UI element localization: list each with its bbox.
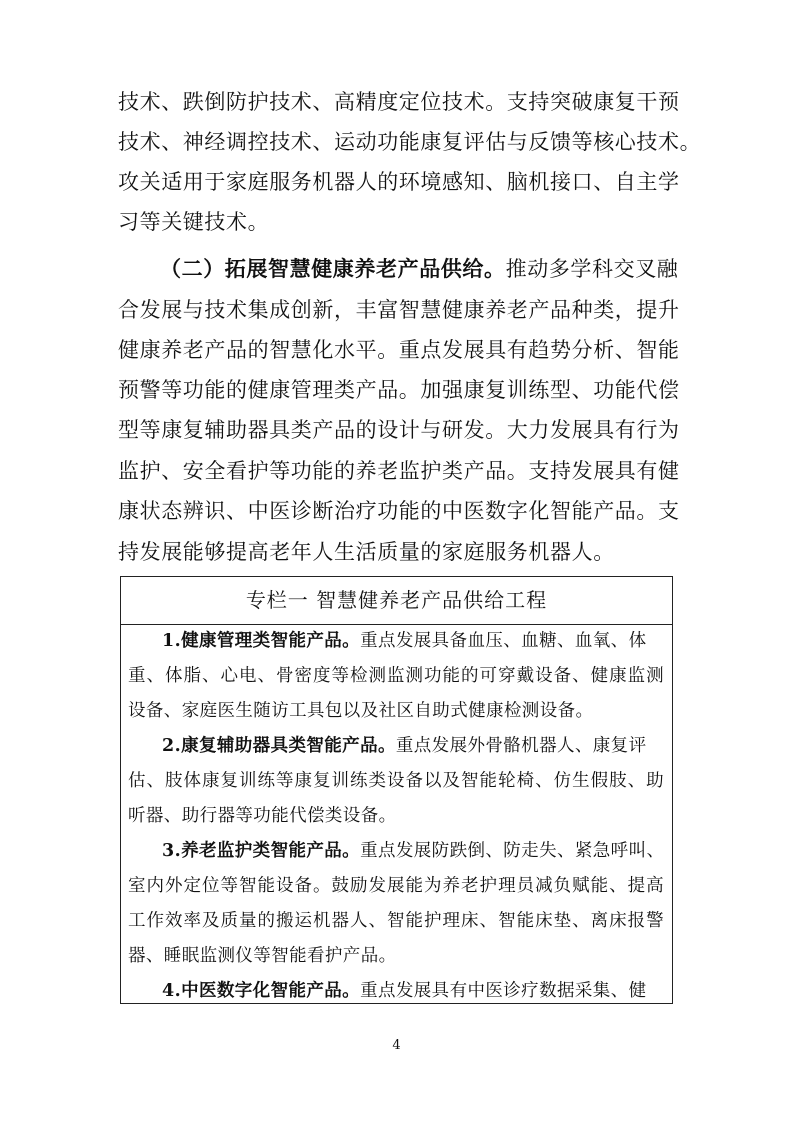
paragraph2-line-4: 预警等功能的健康管理类产品。加强康复训练型、功能代偿 [118,378,680,402]
paragraph2-line-2: 合发展与技术集成创新，丰富智慧健康养老产品种类，提升 [118,298,680,322]
box-item-2-line-1 [162,736,664,756]
page-number: 4 [392,1038,401,1053]
box-item-1-line-1 [162,631,664,651]
box-item-4-heading: 4.中医数字化智能产品。 [162,981,361,1001]
paragraph1-line-3: 攻关适用于家庭服务机器人的环境感知、脑机接口、自主学 [118,170,680,194]
column-box-title: 专栏一 智慧健养老产品供给工程 [245,588,548,612]
box-item-1-heading: 1.健康管理类智能产品。 [162,631,361,651]
box-item-1-line-2: 重、体脂、心电、骨密度等检测监测功能的可穿戴设备、健康监测 [128,666,664,686]
paragraph2-line-3: 健康养老产品的智慧化水平。重点发展具有趋势分析、智能 [118,338,680,362]
box-item-2-line-3: 听器、助行器等功能代偿类设备。 [128,806,397,826]
paragraph1-line-2: 技术、神经调控技术、运动功能康复评估与反馈等核心技术。 [118,130,702,154]
box-item-3-line-3: 工作效率及质量的搬运机器人、智能护理床、智能床垫、离床报警 [128,911,664,931]
box-item-3-line-2: 室内外定位等智能设备。鼓励发展能为养老护理员减负赋能、提高 [128,876,664,896]
box-item-3-line-4: 器、睡眠监测仪等智能看护产品。 [128,946,397,966]
paragraph2-line-7: 康状态辨识、中医诊断治疗功能的中医数字化智能产品。支 [118,499,680,523]
paragraph2-line-6: 监护、安全看护等功能的养老监护类产品。支持发展具有健 [118,459,680,483]
paragraph2-line-1 [160,257,678,281]
column-box-divider [120,624,673,625]
box-item-2-line-2: 估、肢体康复训练等康复训练类设备以及智能轮椅、仿生假肢、助 [128,771,664,791]
paragraph2-heading: （二）拓展智慧健康养老产品供给。 [160,256,506,281]
box-item-3-heading: 3.养老监护类智能产品。 [162,841,361,861]
box-item-1-first-rest: 重点发展具备血压、血糖、血氧、体 [360,631,647,651]
paragraph1-line-1: 技术、跌倒防护技术、高精度定位技术。支持突破康复干预 [118,90,680,114]
paragraph1-line-4: 习等关键技术。 [118,210,270,234]
box-item-4-line-1 [162,981,664,1001]
paragraph2-line-8: 持发展能够提高老年人生活质量的家庭服务机器人。 [118,540,615,564]
box-item-3-line-1 [162,841,664,861]
box-item-3-first-rest: 重点发展防跌倒、防走失、紧急呼叫、 [360,841,665,861]
box-item-4-first-rest: 重点发展具有中医诊疗数据采集、健 [360,981,647,1001]
paragraph2-line-1-rest: 推动多学科交叉融 [505,257,679,281]
box-item-2-heading: 2.康复辅助器具类智能产品。 [162,736,396,756]
box-item-2-first-rest: 重点发展外骨骼机器人、康复评 [395,736,647,756]
paragraph2-line-5: 型等康复辅助器具类产品的设计与研发。大力发展具有行为 [118,418,680,442]
box-item-1-line-3: 设备、家庭医生随访工具包以及社区自助式健康检测设备。 [128,701,594,721]
